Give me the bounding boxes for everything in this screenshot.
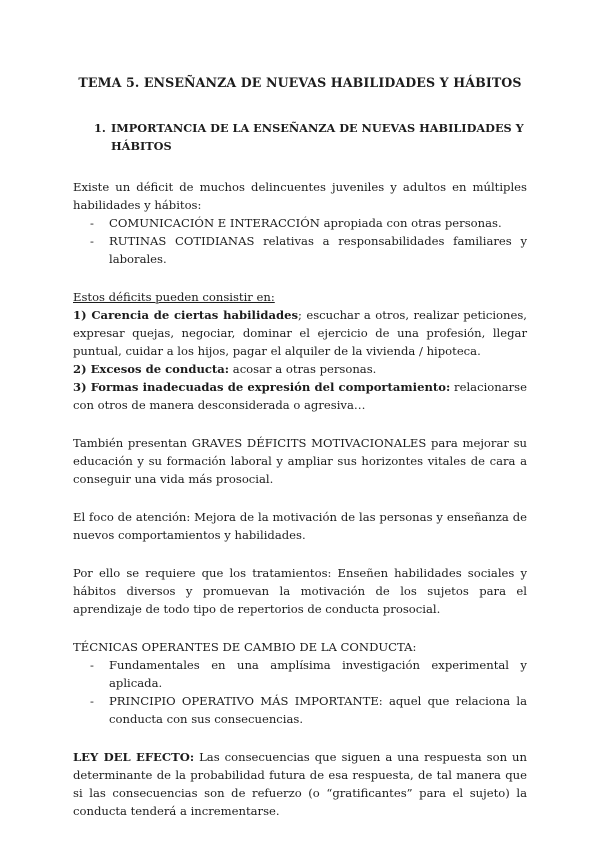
list-item-text: COMUNICACIÓN E INTERACCIÓN apropiada con otras personas.	[109, 216, 502, 230]
bold-text-run: LEY DEL EFECTO:	[73, 750, 195, 764]
intro-paragraph: Existe un déficit de muchos delincuentes juveniles y adultos en múltiples habilidades y hábitos:	[73, 180, 527, 212]
deficits-heading: Estos déficits pueden consistir en:	[73, 290, 275, 304]
text-run: ; escuchar a otros, realizar peticiones, expresar quejas, negociar, dominar el ejercicio de una profesión, llegar puntual, cuidar a los hijos, pagar el alquiler de la vivienda / hipoteca.	[73, 308, 527, 358]
document-title: TEMA 5. ENSEÑANZA DE NUEVAS HABILIDADES Y HÁBITOS	[78, 75, 522, 90]
techniques-list	[73, 656, 527, 728]
motivation-paragraph: También presentan GRAVES DÉFICITS MOTIVACIONALES para mejorar su educación y su formación laboral y ampliar sus horizontes vitales de cara a conseguir una vida más prosocial.	[73, 436, 527, 486]
techniques-heading: TÉCNICAS OPERANTES DE CAMBIO DE LA CONDUCTA:	[73, 640, 417, 654]
section-number: 1.	[94, 121, 106, 135]
list-dash: -	[90, 216, 94, 230]
bold-text-run: 1) Carencia de ciertas habilidades	[73, 308, 298, 322]
list-item	[73, 692, 527, 728]
list-dash: -	[90, 694, 94, 708]
text-run: relacionarse con otros de manera desconsiderada o agresiva…	[73, 380, 527, 412]
intro-list	[73, 214, 527, 268]
deficit-item	[73, 306, 527, 360]
law-of-effect-paragraph	[73, 748, 527, 820]
bold-text-run: 2) Excesos de conducta:	[73, 362, 230, 376]
list-dash: -	[90, 658, 94, 672]
text-run: Las consecuencias que siguen a una respuesta son un determinante de la probabilidad futura de esa respuesta, de tal manera que si las consecuencias son de refuerzo (o “gratificantes” para el sujeto) la conducta tenderá a incrementarse.	[73, 750, 527, 818]
list-item	[73, 656, 527, 692]
focus-paragraph: El foco de atención: Mejora de la motivación de las personas y enseñanza de nuevos comportamientos y habilidades.	[73, 510, 527, 542]
list-dash: -	[90, 234, 94, 248]
list-item	[73, 214, 527, 232]
section-heading	[94, 119, 527, 155]
section-heading-text: IMPORTANCIA DE LA ENSEÑANZA DE NUEVAS HABILIDADES Y HÁBITOS	[111, 121, 524, 153]
list-item	[73, 232, 527, 268]
bold-text-run: 3) Formas inadecuadas de expresión del comportamiento:	[73, 380, 451, 394]
deficit-item	[73, 360, 527, 378]
deficit-item	[73, 378, 527, 414]
treatments-paragraph: Por ello se requiere que los tratamientos: Enseñen habilidades sociales y hábitos diversos y promuevan la motivación de los sujetos para el aprendizaje de todo tipo de repertorios de conducta prosocial.	[73, 566, 527, 616]
list-item-text: PRINCIPIO OPERATIVO MÁS IMPORTANTE: aquel que relaciona la conducta con sus consecuencias.	[109, 694, 527, 726]
text-run: acosar a otras personas.	[229, 362, 377, 376]
list-item-text: Fundamentales en una amplísima investigación experimental y aplicada.	[109, 658, 527, 690]
list-item-text: RUTINAS COTIDIANAS relativas a responsabilidades familiares y laborales.	[109, 234, 527, 266]
